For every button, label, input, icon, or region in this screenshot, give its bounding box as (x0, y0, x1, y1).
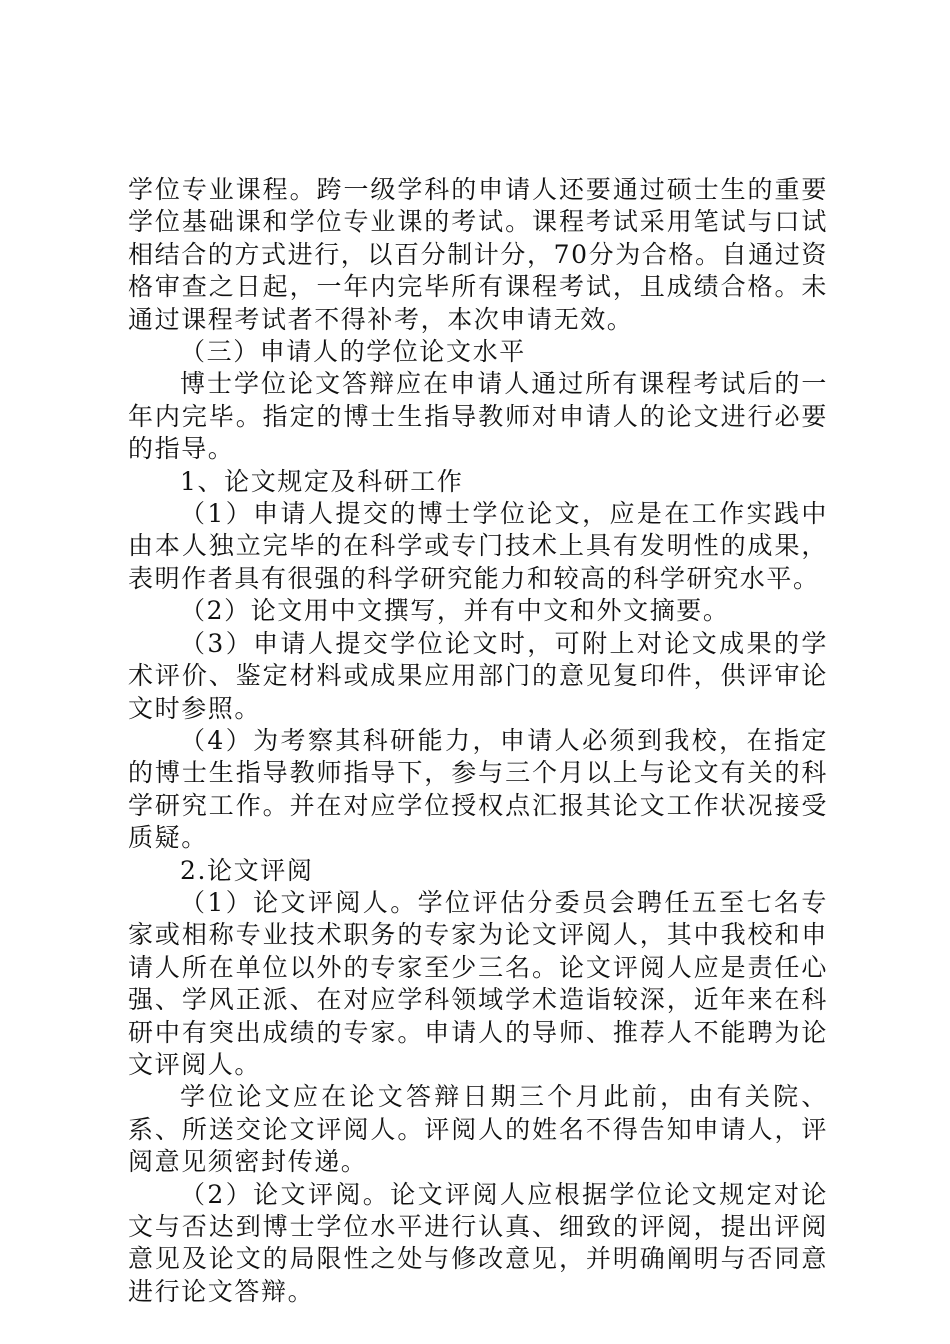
paragraph-requirement-4: （4）为考察其科研能力，申请人必须到我校，在指定的博士生指导教师指导下，参与三个月以上与论文有关的科学研究工作。并在对应学位授权点汇报其论文工作状况接受质疑。 (128, 725, 828, 853)
paragraph-course-exams: 学位专业课程。跨一级学科的申请人还要通过硕士生的重要学位基础课和学位专业课的考试。课程考试采用笔试与口试相结合的方式进行，以百分制计分，70分为合格。自通过资格审查之日起，一年内完毕所有课程考试，且成绩合格。未通过课程考试者不得补考，本次申请无效。 (128, 175, 829, 334)
paragraph-review-process: （2）论文评阅。论文评阅人应根据学位论文规定对论文与否达到博士学位水平进行认真、细致的评阅，提出评阅意见及论文的局限性之处与修改意见，并明确阐明与否同意进行论文答辩。 (128, 1179, 828, 1306)
section-heading-thesis-level: （三）申请人的学位论文水平 (180, 337, 526, 367)
subheading-thesis-review: 2.论文评阅 (180, 855, 314, 885)
document-body (128, 174, 828, 1308)
paragraph-requirement-3: （3）申请人提交学位论文时，可附上对论文成果的学术评价、鉴定材料或成果应用部门的意见复印件，供评审论文时参照。 (128, 628, 828, 723)
subheading-thesis-requirements: 1、论文规定及科研工作 (180, 466, 464, 496)
paragraph-requirement-2: （2）论文用中文撰写，并有中文和外文摘要。 (180, 596, 730, 626)
paragraph-requirement-1: （1）申请人提交的博士学位论文，应是在工作实践中由本人独立完毕的在科学或专门技术上具有发明性的成果，表明作者具有很强的科学研究能力和较高的科学研究水平。 (128, 499, 828, 593)
paragraph-defense-timing: 博士学位论文答辩应在申请人通过所有课程考试后的一年内完毕。指定的博士生指导教师对申请人的论文进行必要的指导。 (128, 369, 828, 464)
paragraph-reviewers: （1）论文评阅人。学位评估分委员会聘任五至七名专家或相称专业技术职务的专家为论文评阅人，其中我校和申请人所在单位以外的专家至少三名。论文评阅人应是责任心强、学风正派、在对应学科领域学术造诣较深，近年来在科研中有突出成绩的专家。申请人的导师、推荐人不能聘为论文评阅人。 (128, 887, 828, 1079)
paragraph-review-submission: 学位论文应在论文答辩日期三个月此前，由有关院、系、所送交论文评阅人。评阅人的姓名不得告知申请人，评阅意见须密封传递。 (128, 1082, 828, 1177)
